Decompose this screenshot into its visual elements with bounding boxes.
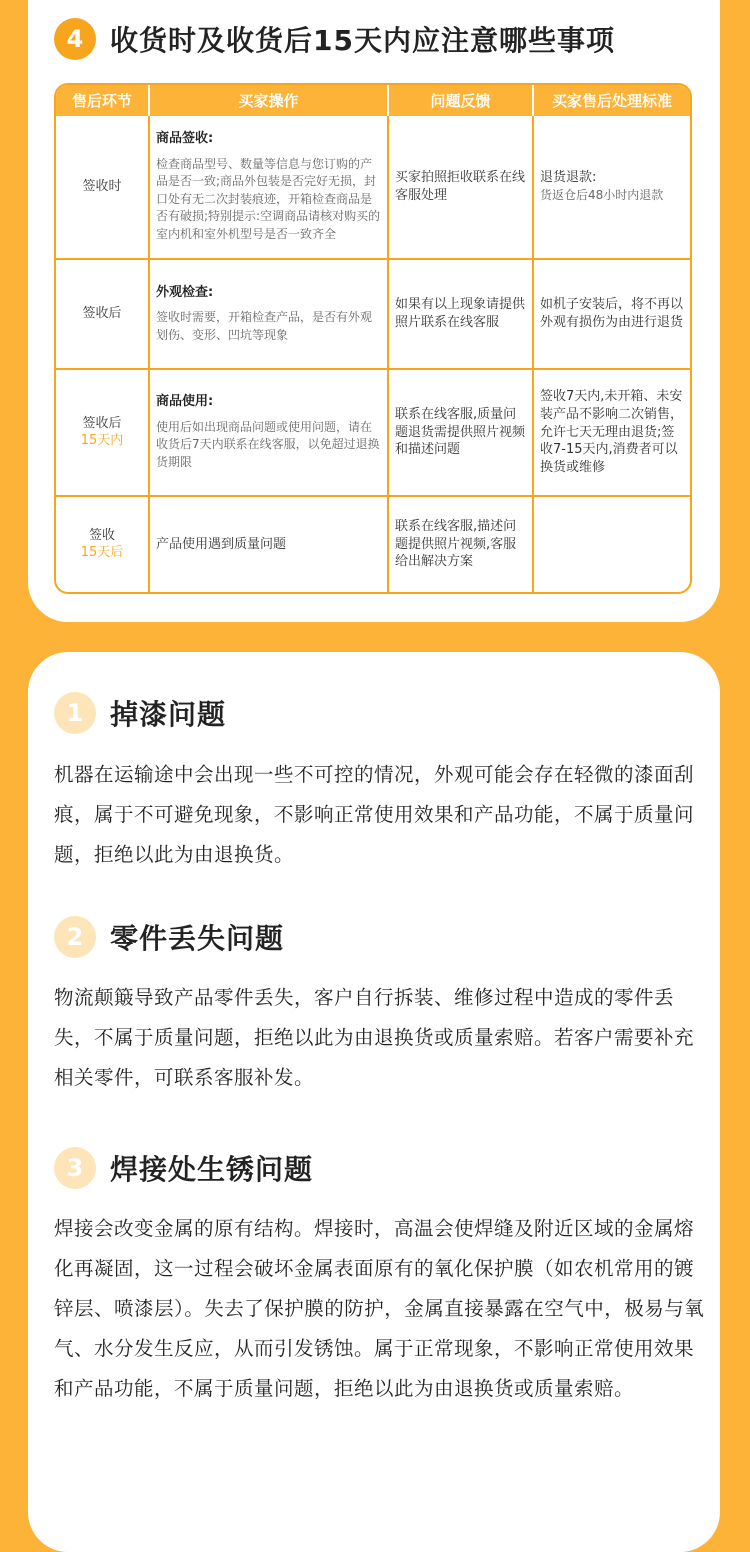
feedback-cell: 买家拍照拒收联系在线客服处理	[388, 116, 533, 259]
operation-title: 商品签收:	[156, 131, 214, 147]
section-title: 焊接处生锈问题	[110, 1153, 314, 1186]
buyer-operation-cell: 产品使用遇到质量问题	[149, 496, 388, 592]
stage-label: 签收时	[82, 179, 122, 195]
section-number-badge: 1	[54, 692, 96, 734]
section-3-header	[54, 1147, 313, 1189]
standard-title: 退货退款:	[540, 170, 597, 186]
stage-cell	[56, 259, 149, 369]
section-body: 物流颠簸导致产品零件丢失，客户自行拆装、维修过程中造成的零件丢失，不属于质量问题，拒绝以此为由退换货或质量索赔。若客户需要补充相关零件，可联系客服补发。	[54, 986, 695, 1089]
feedback-cell: 联系在线客服,质量问题退货需提供照片视频和描述问题	[388, 369, 533, 496]
feedback-cell: 联系在线客服,描述问题提供照片视频,客服给出解决方案	[388, 496, 533, 592]
section-4-header	[54, 18, 615, 60]
operation-description: 使用后如出现商品问题或使用问题，请在收货后7天内联系在线客服，以免超过退换货期限	[156, 419, 380, 469]
buyer-operation-cell	[149, 259, 388, 369]
table-header-row	[56, 85, 690, 116]
stage-sublabel: 15天内	[80, 433, 124, 449]
feedback-cell: 如果有以上现象请提供照片联系在线客服	[388, 259, 533, 369]
section-1-header	[54, 692, 226, 734]
table-header-cell: 买家操作	[149, 85, 388, 116]
standard-cell: 签收7天内,未开箱、未安装产品不影响二次销售，允许七天无理由退货;签收7-15天内,消费者可以换货或维修	[533, 369, 690, 496]
table-row	[56, 116, 690, 259]
operation-description: 检查商品型号、数量等信息与您订购的产品是否一致;商品外包装是否完好无损，封口处有无二次封装痕迹，开箱检查商品是否有破损;特别提示:空调商品请核对购买的室内机和室外机型号是否一致齐全	[156, 156, 381, 241]
section-title: 零件丢失问题	[110, 922, 285, 955]
after-sales-table	[54, 83, 692, 594]
standard-cell	[533, 116, 690, 259]
operation-title: 商品使用:	[156, 394, 214, 410]
table-row	[56, 369, 690, 496]
buyer-operation-cell	[149, 369, 388, 496]
table-row	[56, 259, 690, 369]
stage-label: 签收	[88, 527, 115, 543]
table-header-cell: 售后环节	[56, 85, 149, 116]
stage-cell	[56, 116, 149, 259]
table-header-cell: 问题反馈	[388, 85, 533, 116]
section-body: 焊接会改变金属的原有结构。焊接时，高温会使焊缝及附近区域的金属熔化再凝固，这一过程会破坏金属表面原有的氧化保护膜（如农机常用的镀锌层、喷漆层）。失去了保护膜的防护，金属直接暴露在空气中，极易与氧气、水分发生反应，从而引发锈蚀。属于正常现象，不影响正常使用效果和产品功能，不属于质量问题，拒绝以此为由退换货或质量索赔。	[54, 1217, 705, 1400]
stage-label: 签收后	[82, 306, 122, 322]
operation-description: 签收时需要，开箱检查产品，是否有外观划伤、变形、凹坑等现象	[156, 310, 373, 342]
standard-description: 货返仓后48小时内退款	[540, 187, 664, 202]
table-row	[56, 496, 690, 592]
section-number-badge: 3	[54, 1147, 96, 1189]
operation-title: 外观检查:	[156, 284, 214, 300]
stage-label: 签收后	[82, 415, 122, 431]
section-body: 机器在运输途中会出现一些不可控的情况，外观可能会存在轻微的漆面刮痕，属于不可避免现象，不影响正常使用效果和产品功能，不属于质量问题，拒绝以此为由退换货。	[54, 763, 695, 866]
table-header-cell: 买家售后处理标准	[533, 85, 690, 116]
standard-cell: 如机子安装后，将不再以外观有损伤为由进行退货	[533, 259, 690, 369]
stage-sublabel: 15天后	[80, 545, 124, 561]
section-title: 掉漆问题	[110, 698, 227, 731]
standard-cell	[533, 496, 690, 592]
section-2-header	[54, 916, 284, 958]
section-number-badge: 2	[54, 916, 96, 958]
stage-cell	[56, 369, 149, 496]
stage-cell	[56, 496, 149, 592]
section-number-badge: 4	[54, 18, 96, 60]
buyer-operation-cell	[149, 116, 388, 259]
section-title: 收货时及收货后15天内应注意哪些事项	[110, 24, 615, 57]
